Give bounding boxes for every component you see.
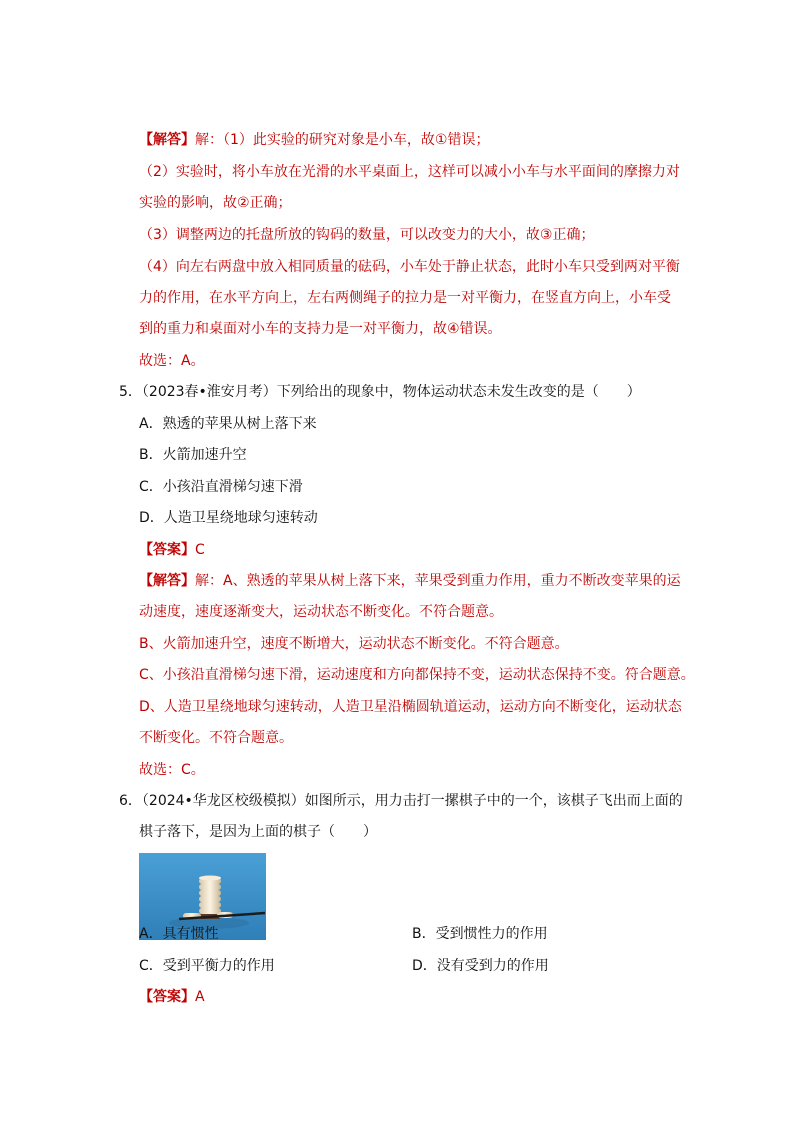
q5-answer: 【答案】C: [139, 542, 205, 558]
q5-solution-line-2: 动速度，速度逐渐变大，运动状态不断变化。不符合题意。: [139, 604, 503, 620]
answer-tag: 【答案】: [139, 989, 195, 1005]
q6-option-d: D．没有受到力的作用: [412, 958, 549, 974]
solution-line-5: （4）向左右两盘中放入相同质量的砝码，小车处于静止状态，此时小车只受到两对平衡: [139, 259, 680, 275]
solution-line-6: 力的作用，在水平方向上，左右两侧绳子的拉力是一对平衡力，在竖直方向上，小车受: [139, 290, 671, 306]
q6-option-a: A．具有惯性: [139, 926, 219, 942]
q6-option-b: B．受到惯性力的作用: [412, 926, 548, 942]
q6-option-c: C．受到平衡力的作用: [139, 958, 275, 974]
q5-option-d: D．人造卫星绕地球匀速转动: [139, 510, 318, 526]
q6-stem-line-1: 6．（2024•华龙区校级模拟）如图所示，用力击打一摞棋子中的一个，该棋子飞出而上面的: [119, 793, 683, 809]
q5-solution-line-4: C、小孩沿直滑梯匀速下滑，运动速度和方向都保持不变，运动状态保持不变。符合题意。: [139, 667, 695, 683]
q5-solution-line-5: D、人造卫星绕地球匀速转动，人造卫星沿椭圆轨道运动，运动方向不断变化，运动状态: [139, 699, 682, 715]
q5-option-a: A．熟透的苹果从树上落下来: [139, 416, 317, 432]
q5-solution-line-3: B、火箭加速升空，速度不断增大，运动状态不断变化。不符合题意。: [139, 636, 569, 652]
solution-choice: 故选：A。: [139, 353, 205, 369]
solution-line-3: 实验的影响，故②正确；: [139, 195, 292, 211]
answer-tag: 【答案】: [139, 542, 195, 558]
q5-option-b: B．火箭加速升空: [139, 447, 247, 463]
q6-stem-line-2: 棋子落下，是因为上面的棋子（ ）: [139, 824, 377, 840]
solution-line-7: 到的重力和桌面对小车的支持力是一对平衡力，故④错误。: [139, 321, 502, 337]
q5-stem: 5．（2023春•淮安月考）下列给出的现象中，物体运动状态未发生改变的是（ ）: [119, 384, 641, 400]
q5-solution-line-6: 不断变化。不符合题意。: [139, 730, 293, 746]
solution-line-1: 【解答】解：（1）此实验的研究对象是小车，故①错误；: [139, 132, 490, 148]
solution-line-4: （3）调整两边的托盘所放的钩码的数量，可以改变力的大小，故③正确；: [139, 227, 595, 243]
q5-solution-line-1: 【解答】解：A、熟透的苹果从树上落下来，苹果受到重力作用，重力不断改变苹果的运: [139, 573, 681, 589]
solution-tag: 【解答】: [139, 132, 195, 148]
solution-tag: 【解答】: [139, 573, 195, 589]
q5-option-c: C．小孩沿直滑梯匀速下滑: [139, 479, 303, 495]
q5-solution-choice: 故选：C。: [139, 762, 205, 778]
solution-line-2: （2）实验时，将小车放在光滑的水平桌面上，这样可以减小小车与水平面间的摩擦力对: [139, 164, 680, 180]
q6-answer: 【答案】A: [139, 989, 205, 1005]
